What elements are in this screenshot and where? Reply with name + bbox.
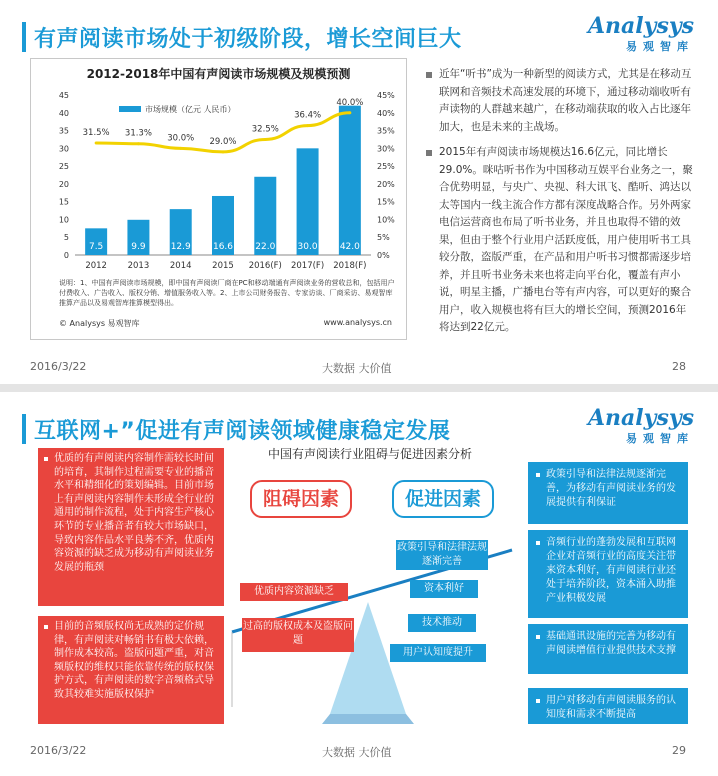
tag-copyright-cost: 过高的版权成本及盗版问题 [242, 618, 354, 652]
logo-chinese-name: 易观智库 [626, 40, 694, 53]
y2-tick-label: 0% [377, 251, 390, 260]
x-tick-label: 2017(F) [290, 261, 325, 271]
y-tick-label: 20 [58, 179, 69, 189]
tag-policy: 政策引导和法律法规逐渐完善 [396, 540, 488, 570]
y2-tick-label: 25% [377, 162, 395, 172]
growth-point [222, 150, 225, 153]
y-tick-label: 25 [58, 162, 69, 172]
growth-point [348, 111, 351, 114]
chart-title: 2012-2018年中国有声阅读市场规模及规模预测 [86, 67, 351, 81]
bullet-point: 2015年有声阅读市场规模达16.6亿元，同比增长29.0%。咪咕听书作为中国移动互娱平台业务之一，聚合优势明显，与央广、央视、科大讯飞、酷听、鸿达以太等国内一线主流合作方都有深度战略合作。另外两家电信运营商也布局了听书业务，并且也取得不错的效果，但由于整个行业用户活跃度低，用户使用听书工具较分散，盗版严重，在产品和用户听书习惯都需逐步培养，并且听书业务未来也将走向平台化，覆盖有声小说，明星主播，广播电台等有声内容，可以更好的聚合用户，收入规模也将有巨大的增长空间，预测2016年将达到22亿元。 [425, 144, 695, 337]
slide-title: 有声阅读市场处于初级阶段，增长空间巨大 [34, 27, 462, 52]
growth-label: 30.0% [167, 133, 195, 144]
growth-label: 31.5% [82, 128, 110, 138]
chart-website: www.analysys.cn [323, 318, 392, 327]
promote-technology: 基础通讯设施的完善为移动有声阅读增值行业提供技术支撑 [528, 624, 688, 674]
growth-point [95, 142, 98, 145]
chart-source: © Analysys 易观智库 [59, 319, 140, 328]
x-tick-label: 2015 [212, 261, 234, 271]
slide-title: 互联网+”促进有声阅读领域健康稳定发展 [34, 419, 451, 444]
y-tick-label: 10 [58, 215, 69, 225]
x-tick-label: 2018(F) [333, 261, 367, 271]
obstacle-label: 阻碍因素 [250, 480, 352, 518]
x-tick-label: 2016(F) [248, 261, 282, 271]
tag-content-lack: 优质内容资源缺乏 [240, 583, 348, 601]
footer-date: 2016/3/22 [30, 744, 87, 757]
diagram-subtitle: 中国有声阅读行业阻碍与促进因素分析 [267, 447, 472, 461]
growth-point [179, 147, 182, 150]
promote-label: 促进因素 [392, 480, 494, 518]
y2-tick-label: 5% [377, 233, 390, 243]
promote-user: 用户对移动有声阅读服务的认知度和需求不断提高 [528, 688, 688, 724]
footer-date: 2016/3/22 [30, 360, 87, 373]
y-tick-label: 45 [58, 91, 69, 100]
x-tick-label: 2014 [169, 261, 192, 271]
chart-note: 说明：1、中国有声阅读市场规模，即中国有声阅读厂商在PC和移动端通有声阅读业务的营收总和，包括用户付费收入、广告收入、版权分销、增值服务收入等。2、上市公司财务报告、专家访谈、厂商采访、易观智库推算产品以及易观智库推算模型得出。 [59, 279, 395, 307]
tag-user-awareness: 用户认知度提升 [390, 644, 486, 662]
logo-wordmark: Analysys [587, 13, 694, 39]
tag-capital: 资本利好 [410, 580, 478, 598]
y2-tick-label: 15% [377, 197, 395, 207]
logo-wordmark: Analysys [587, 405, 694, 431]
chart-plot [31, 59, 406, 279]
footer-slogan: 大数据 大价值 [322, 746, 392, 759]
bar [297, 148, 319, 255]
analysys-logo [588, 14, 694, 54]
y-tick-label: 15 [58, 197, 69, 207]
bar-value-label: 22.0 [255, 242, 276, 252]
page-number: 29 [672, 744, 686, 757]
footer-slogan: 大数据 大价值 [322, 362, 392, 375]
growth-label: 31.3% [124, 128, 152, 139]
bar-value-label: 9.9 [131, 242, 146, 252]
bar-value-label: 42.0 [339, 242, 360, 252]
slide-separator [0, 384, 718, 392]
y2-tick-label: 20% [377, 179, 395, 189]
growth-point [137, 142, 140, 145]
y-tick-label: 35 [58, 126, 69, 136]
page-number: 28 [672, 360, 686, 373]
growth-point [306, 124, 309, 127]
growth-label: 40.0% [336, 97, 364, 108]
y2-tick-label: 35% [377, 126, 395, 136]
x-tick-label: 2012 [85, 261, 107, 271]
title-accent-bar [22, 22, 26, 52]
growth-point [264, 138, 267, 141]
growth-label: 29.0% [209, 136, 237, 147]
growth-label: 32.5% [251, 124, 279, 135]
bar [339, 106, 361, 255]
analysis-text [425, 66, 695, 345]
y2-tick-label: 10% [377, 215, 395, 225]
promote-policy: 政策引导和法律法规逐渐完善，为移动有声阅读业务的发展提供有利保证 [528, 462, 688, 524]
y2-tick-label: 40% [377, 108, 395, 118]
scale-base [322, 714, 414, 724]
y-tick-label: 0 [63, 251, 69, 260]
promote-capital: 音频行业的蓬勃发展和互联网企业对音频行业的高度关注带来资本利好，有声阅读行业还处于培养阶段，资本涌入助推产业积极发展 [528, 530, 688, 618]
y-tick-label: 30 [58, 144, 69, 154]
y-tick-label: 5 [63, 233, 69, 243]
slide-29 [0, 392, 718, 776]
legend-swatch [119, 106, 141, 112]
logo-chinese-name: 易观智库 [626, 432, 694, 445]
y2-tick-label: 45% [377, 91, 395, 100]
y2-tick-label: 30% [377, 144, 395, 154]
bar-value-label: 16.6 [212, 242, 234, 252]
tag-technology: 技术推动 [408, 614, 476, 632]
market-size-chart [30, 58, 407, 340]
obstacle-content-quality: 优质的有声阅读内容制作需较长时间的培育，其制作过程需要专业的播音水平和精细化的策划编辑。目前市场上有声阅读内容制作未形成全行业的通用的制作流程，处于内容生产核心环节的专业播音者有较大市场缺口，导致内容作品水平良莠不齐，优质内容资源的缺乏成为移动有声阅读业务发展的瓶颈 [38, 448, 224, 606]
obstacle-copyright: 目前的音频版权尚无成熟的定价规律，有声阅读对畅销书有极大依赖，制作成本较高。盗版问题严重，对音频版权的维权只能依靠传统的版权保护方式，有声阅读的数字音频格式导致其较难实施版权保护 [38, 616, 224, 724]
y-tick-label: 40 [58, 108, 69, 118]
slide-28 [0, 0, 718, 384]
legend-label: 市场规模（亿元 人民币） [145, 105, 236, 114]
growth-label: 36.4% [294, 110, 322, 121]
bar-value-label: 12.9 [170, 242, 191, 252]
bar-value-label: 7.5 [88, 242, 104, 252]
x-tick-label: 2013 [127, 261, 150, 271]
bullet-point: 近年“听书”成为一种新型的阅读方式，尤其是在移动互联网和音频技术高速发展的环境下，通过移动端收听有声读物的人群越来越广，在移动端获取的收入占比逐年加大，也是未来的主战场。 [425, 66, 695, 136]
bar-value-label: 30.0 [297, 242, 318, 252]
